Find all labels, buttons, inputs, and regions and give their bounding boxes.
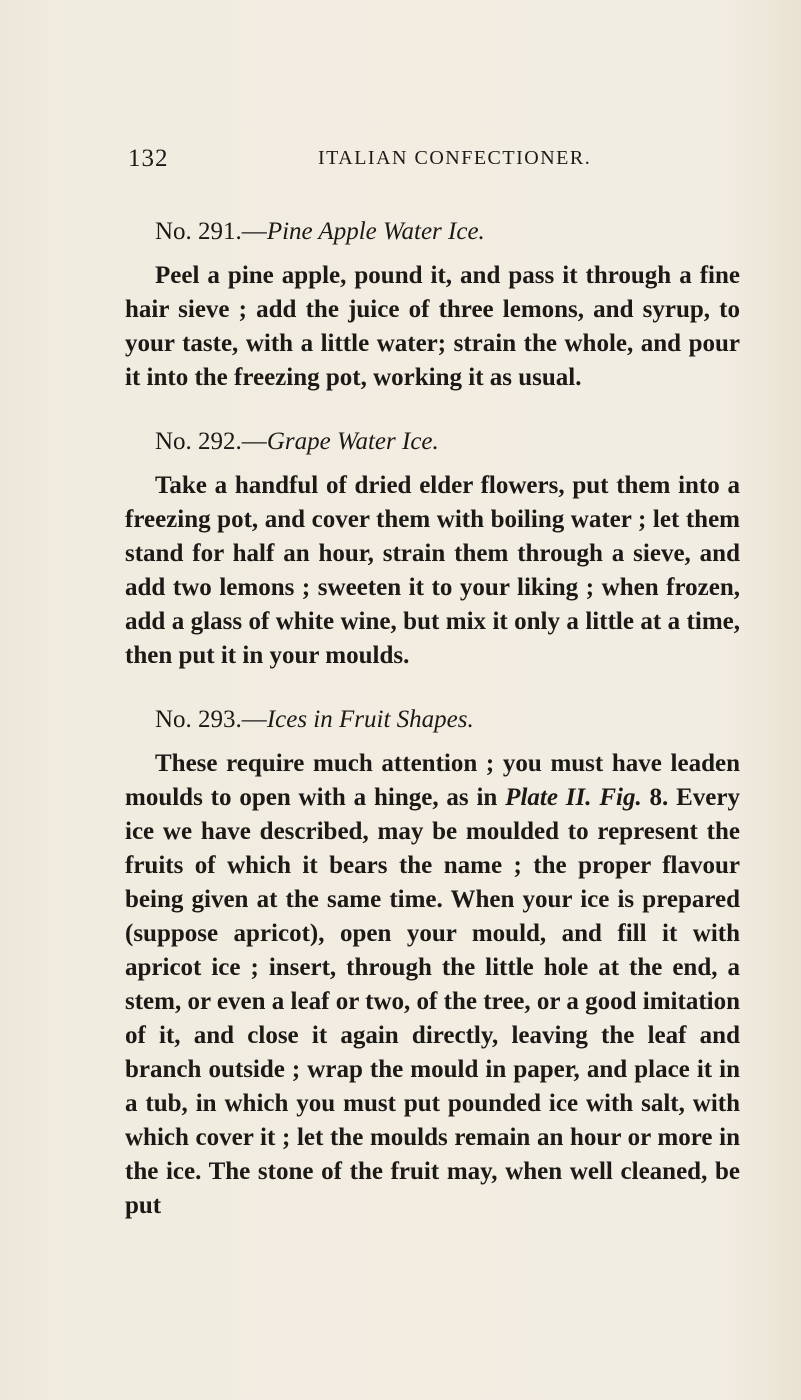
- recipe-body: Peel a pine apple, pound it, and pass it through a fine hair sieve ; add the juice of three lemons, and syrup, to your taste, with a little water; strain the whole, and pour it into the freezing pot, working it as usual.: [125, 262, 740, 391]
- recipe-heading: [155, 425, 740, 459]
- page-content: [125, 215, 740, 1253]
- page-number: 132: [128, 145, 169, 172]
- recipe-heading: [155, 703, 740, 737]
- recipe-body: [125, 747, 740, 1223]
- recipe-291: [125, 215, 740, 395]
- recipe-body: Take a handful of dried elder flowers, put them into a freezing pot, and cover them with boiling water ; let them stand for half an hour, strain them through a sieve, and add two lemons ; sweeten it to your liking ; when frozen, add a glass of white wine, but mix it only a little at a time, then put it in your moulds.: [125, 472, 740, 669]
- plate-reference: Plate II. Fig.: [505, 784, 642, 811]
- recipe-292: [125, 425, 740, 673]
- recipe-293: [125, 703, 740, 1223]
- recipe-body-text: 8. Every ice we have described, may be moulded to represent the fruits of which it bears the name ; the proper flavour being given at the same time. When your ice is prepared (suppose apricot), open your mould, and fill it with apricot ice ; insert, through the little hole at the end, a stem, or even a leaf or two, of the tree, or a good imitation of it, and close it again directly, leaving the leaf and branch outside ; wrap the mould in paper, and place it in a tub, in which you must put pounded ice with salt, with which cover it ; let the moulds remain an hour or more in the ice. The stone of the fruit may, when well cleaned, be put: [125, 784, 740, 1219]
- recipe-heading: [155, 215, 740, 249]
- recipe-title: Pine Apple Water Ice.: [266, 218, 485, 245]
- recipe-title: Ices in Fruit Shapes.: [266, 706, 474, 733]
- recipe-title: Grape Water Ice.: [266, 428, 439, 455]
- recipe-number: No. 293.—: [155, 706, 267, 733]
- recipe-number: No. 291.—: [155, 218, 267, 245]
- recipe-body-text: These require much attention ; you must have leaden moulds to open with a hinge, as in: [125, 750, 740, 811]
- running-title: ITALIAN CONFECTIONER.: [318, 147, 592, 169]
- recipe-number: No. 292.—: [155, 428, 267, 455]
- running-head: [128, 145, 688, 175]
